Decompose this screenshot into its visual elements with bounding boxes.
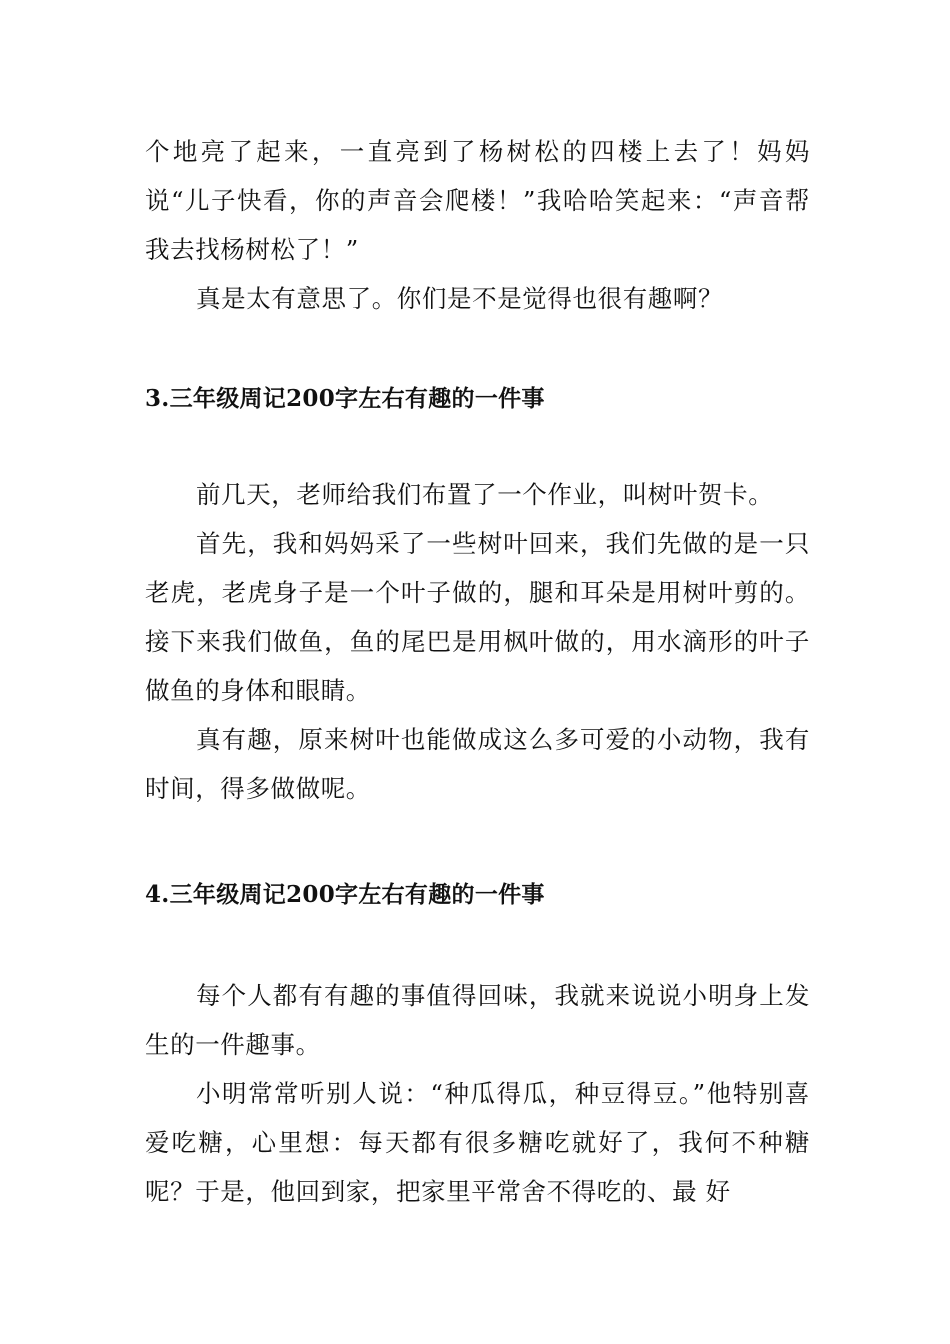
paragraph-story-ending: 真是太有意思了。你们是不是觉得也很有趣啊？: [196, 284, 724, 313]
section-4-paragraph-2: 小明常常听别人说：“种瓜得瓜，种豆得豆。”他特别喜爱吃糖，心里想：每天都有很多糖吃就好了，我何不种糖呢？于是，他回到家，把家里平常舍不得吃的、最 好: [145, 1079, 810, 1206]
section-4-paragraph-1: 每个人都有有趣的事值得回味，我就来说说小明身上发生的一件趣事。: [145, 981, 810, 1059]
section-3-paragraph-1: 前几天，老师给我们布置了一个作业，叫树叶贺卡。: [196, 480, 774, 509]
section-3-paragraph-2: 首先，我和妈妈采了一些树叶回来，我们先做的是一只老虎，老虎身子是一个叶子做的，腿和耳朵是用树叶剪的。接下来我们做鱼，鱼的尾巴是用枫叶做的，用水滴形的叶子做鱼的身体和眼睛。: [145, 529, 810, 705]
section-3-paragraph-3: 真有趣，原来树叶也能做成这么多可爱的小动物，我有时间，得多做做呢。: [145, 725, 810, 803]
section-4-heading: 4.三年级周记200字左右有趣的一件事: [145, 881, 545, 908]
paragraph-story-continuation: 个地亮了起来，一直亮到了杨树松的四楼上去了！妈妈说“儿子快看，你的声音会爬楼！”我哈哈笑起来：“声音帮我去找杨树松了！”: [145, 137, 810, 264]
section-3-heading: 3.三年级周记200字左右有趣的一件事: [145, 385, 545, 412]
